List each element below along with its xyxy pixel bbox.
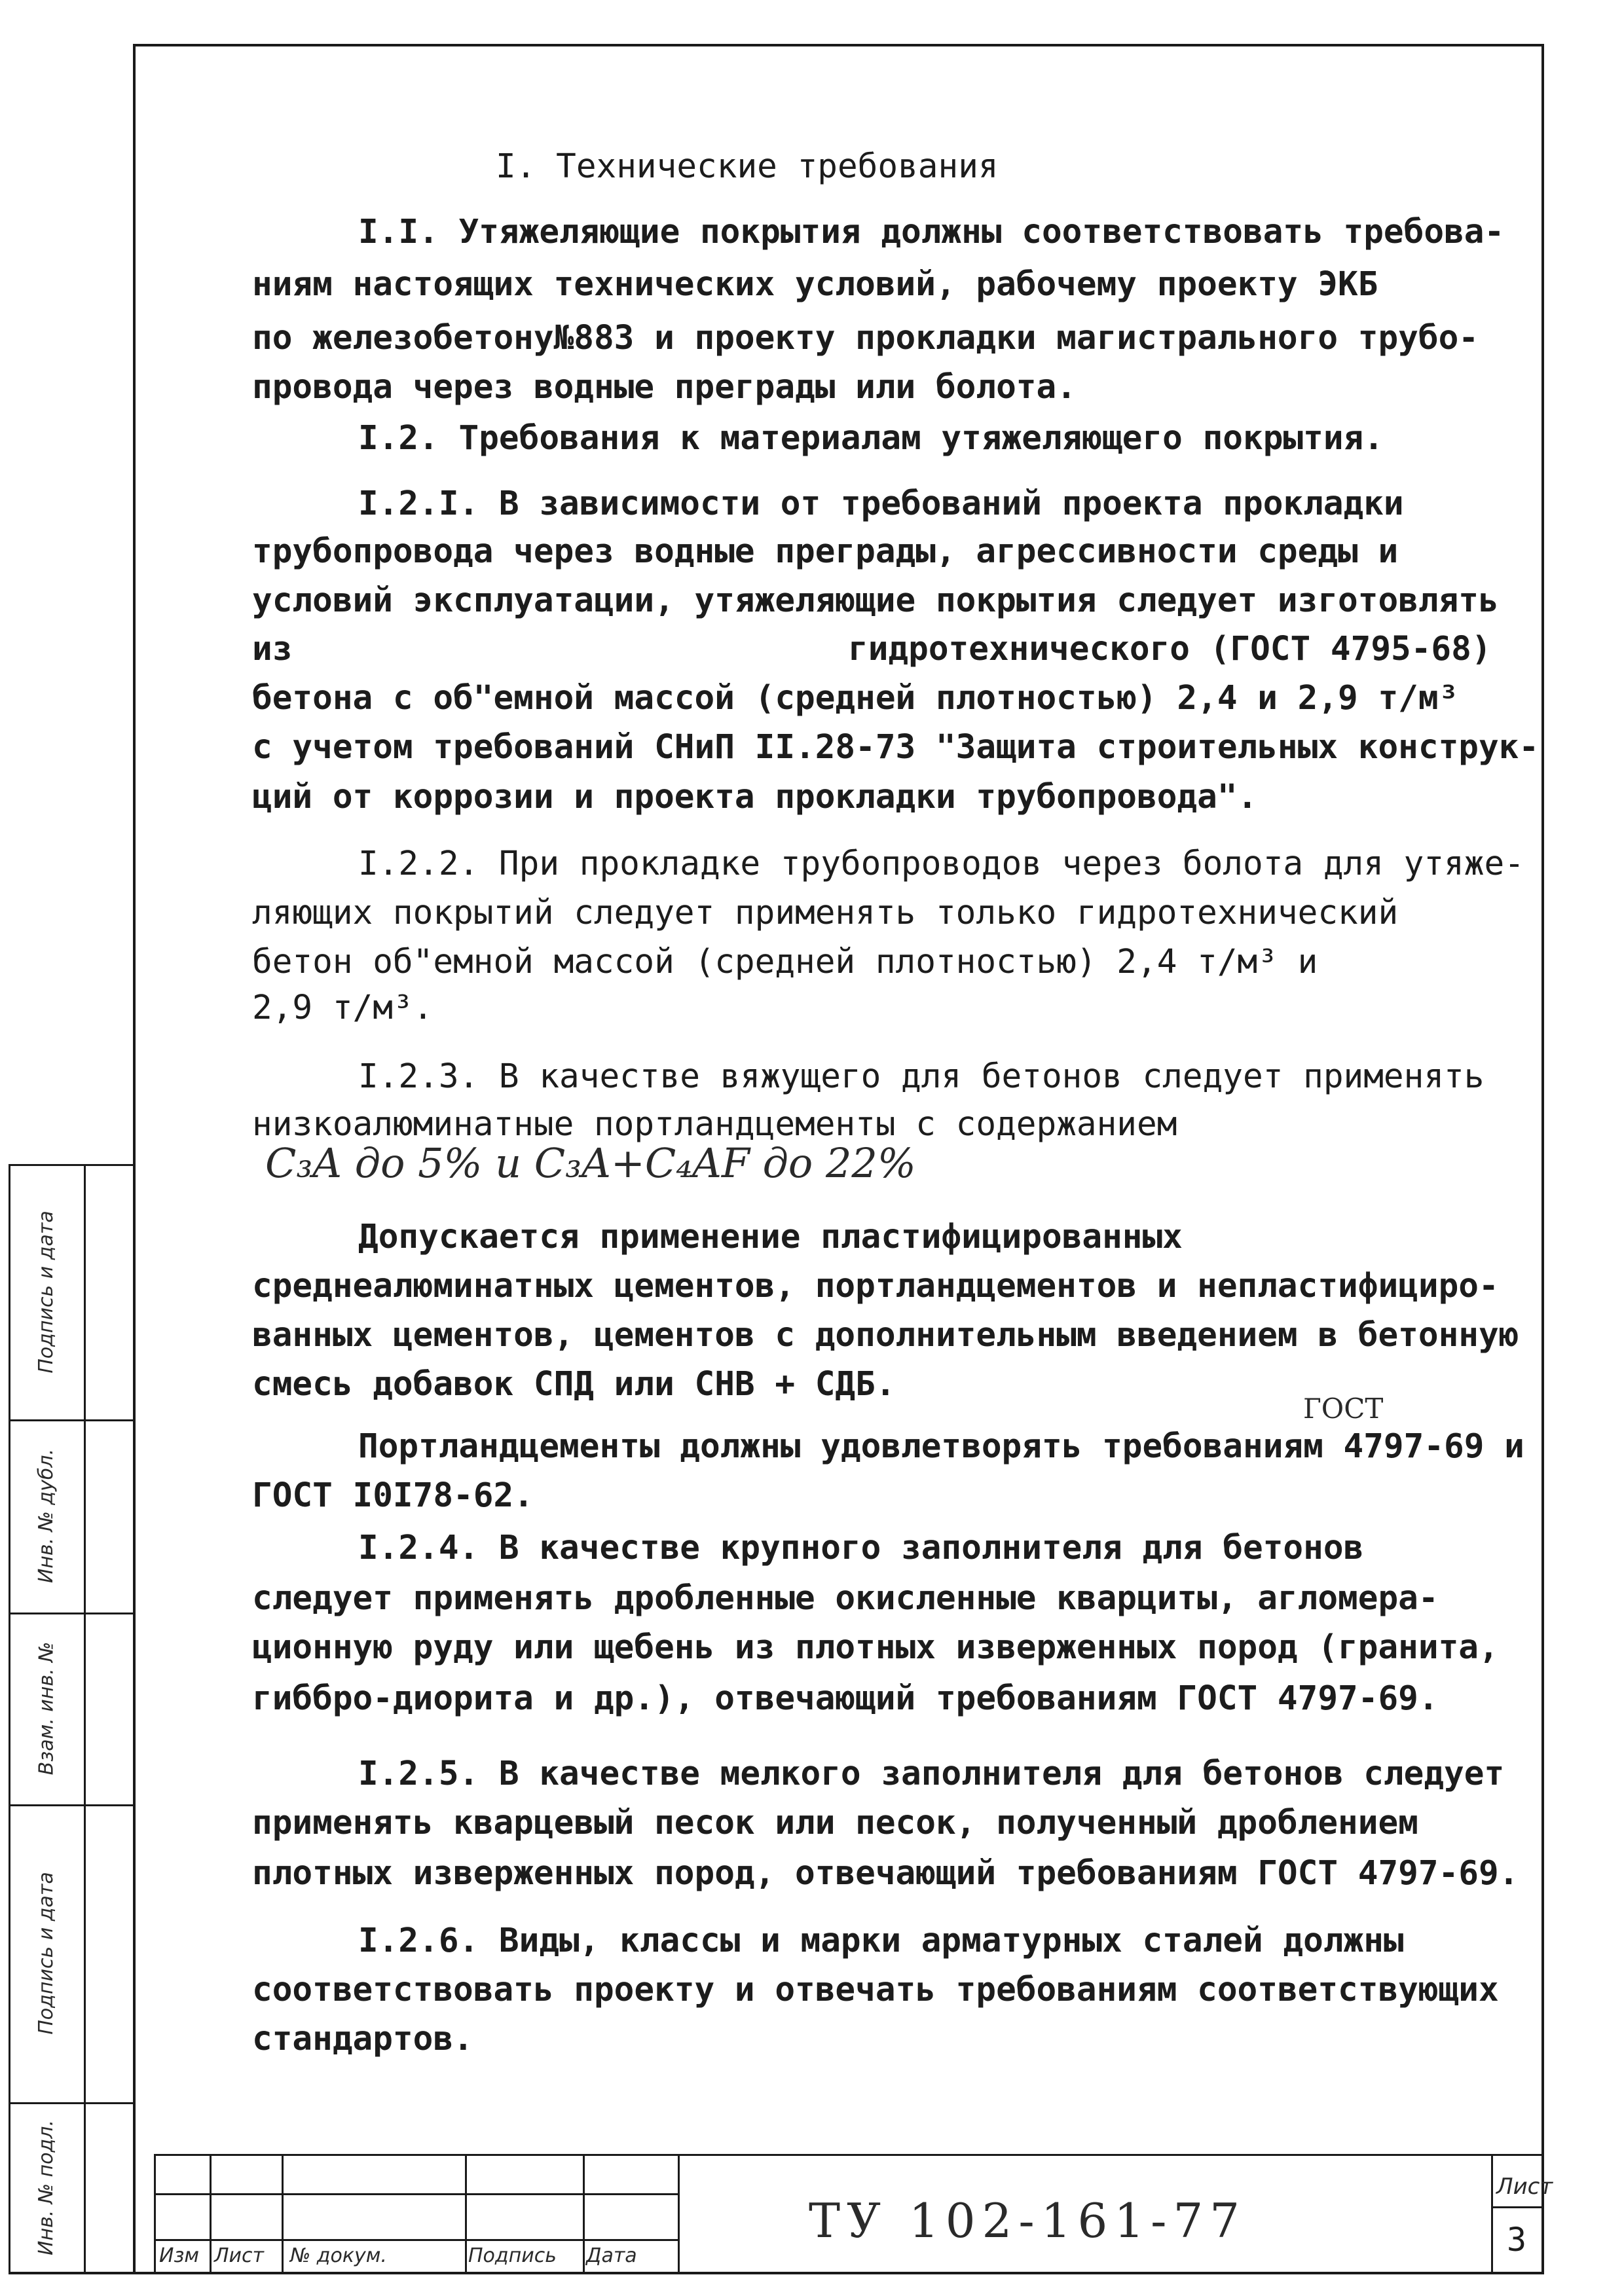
- para-1-2-3-line: низкоалюминатные портландцементы с содержанием: [252, 1105, 1177, 1144]
- para-portland-line: ГОСТ I0I78-62.: [252, 1476, 534, 1515]
- para-1-2-2-line: ляющих покрытий следует применять только гидротехнический: [252, 894, 1399, 932]
- stamp-signature-date-2: Подпись и дата: [35, 1210, 58, 1374]
- para-1-2-3: I.2.3. В качестве вяжущего для бетонов следует применять: [358, 1057, 1485, 1096]
- para-1-2: I.2. Требования к материалам утяжеляющего покрытия.: [358, 419, 1384, 458]
- para-1-2-4-line: ционную руду или щебень из плотных изверженных пород (гранита,: [252, 1628, 1499, 1667]
- stamp-signature-date-1: Подпись и дата: [35, 1872, 58, 2035]
- para-1-2-2-line: бетон об"емной массой (средней плотностью) 2,4 т/м³ и: [252, 943, 1318, 981]
- section-heading: I. Технические требования: [496, 147, 999, 186]
- handwritten-formula: C₃A до 5% и C₃A+C₄AF до 22%: [265, 1139, 916, 1187]
- para-1-2-4-line: следует применять дробленные окисленные кварциты, агломера-: [252, 1579, 1439, 1618]
- stamp-inv-podl: Инв. № подл.: [35, 2120, 58, 2255]
- para-1-2-5: I.2.5. В качестве мелкого заполнителя для бетонов следует: [358, 1755, 1505, 1793]
- frame-bottom: [9, 2272, 1544, 2274]
- handwritten-gost: ГОСТ: [1303, 1393, 1384, 1425]
- sheet-label: Лист: [1496, 2174, 1553, 2200]
- para-1-2-1-line: с учетом требований СНиП II.28-73 "Защита строительных конструк-: [252, 728, 1540, 767]
- para-1-2-6: I.2.6. Виды, классы и марки арматурных сталей должны: [358, 1922, 1404, 1960]
- para-allowed-line: ванных цементов, цементов с дополнительным введением в бетонную: [252, 1316, 1519, 1355]
- para-1-2-5-line: плотных изверженных пород, отвечающий требованиям ГОСТ 4797-69.: [252, 1854, 1519, 1893]
- para-portland: Портландцементы должны удовлетворять требованиям 4797-69 и: [358, 1427, 1524, 1466]
- para-1-2-1-line: бетона с об"емной массой (средней плотностью) 2,4 и 2,9 т/м³: [252, 679, 1459, 718]
- para-1-2-4-line: гиббро-диорита и др.), отвечающий требованиям ГОСТ 4797-69.: [252, 1679, 1439, 1718]
- para-allowed-line: среднеалюминатных цементов, портландцементов и непластифициро-: [252, 1267, 1499, 1305]
- para-1-2-1-line: трубопровода через водные преграды, агрессивности среды и: [252, 532, 1399, 571]
- col-data: Дата: [586, 2244, 637, 2267]
- stamp-vzam-inv: Взам. инв. №: [35, 1641, 58, 1776]
- para-allowed-line: смесь добавок СПД или СНВ + СДБ.: [252, 1365, 896, 1404]
- title-block: [154, 2154, 1553, 2272]
- para-1-1-line: ниям настоящих технических условий, рабочему проекту ЭКБ: [252, 265, 1378, 304]
- frame-right: [1541, 44, 1544, 2273]
- side-stamp: [9, 1164, 133, 2273]
- para-1-2-1-line: гидротехнического (ГОСТ 4795-68): [848, 630, 1492, 668]
- col-izm: Изм: [159, 2244, 200, 2267]
- stamp-inv-dubl: Инв. № дубл.: [35, 1448, 58, 1584]
- para-1-2-2: I.2.2. При прокладке трубопроводов через болота для утяже-: [358, 845, 1524, 883]
- para-1-2-6-line: стандартов.: [252, 2020, 473, 2058]
- col-podpis: Подпись: [468, 2244, 557, 2267]
- para-1-2-1: I.2.I. В зависимости от требований проекта прокладки: [358, 484, 1404, 523]
- sheet-number: 3: [1507, 2221, 1527, 2259]
- para-1-1-line: провода через водные преграды или болота.: [252, 368, 1077, 407]
- para-1-1: I.I. Утяжеляющие покрытия должны соответствовать требова-: [358, 213, 1505, 251]
- para-1-2-5-line: применять кварцевый песок или песок, полученный дроблением: [252, 1804, 1418, 1842]
- col-list: Лист: [214, 2244, 265, 2267]
- para-1-2-1-line: из: [252, 630, 293, 668]
- para-1-2-1-line: условий эксплуатации, утяжеляющие покрытия следует изготовлять: [252, 581, 1499, 620]
- frame-top: [133, 44, 1544, 46]
- para-1-2-6-line: соответствовать проекту и отвечать требованиям соответствующих: [252, 1971, 1499, 2009]
- para-1-2-2-line: 2,9 т/м³.: [252, 989, 434, 1027]
- col-dokum: № докум.: [290, 2244, 387, 2267]
- para-1-2-4: I.2.4. В качестве крупного заполнителя для бетонов: [358, 1529, 1364, 1567]
- document-designation: ТУ 102-161-77: [809, 2193, 1247, 2248]
- para-allowed: Допускается применение пластифицированных: [358, 1218, 1183, 1256]
- para-1-1-line: по железобетону№883 и проекту прокладки магистрального трубо-: [252, 319, 1479, 357]
- para-1-2-1-line: ций от коррозии и проекта прокладки трубопровода".: [252, 778, 1258, 816]
